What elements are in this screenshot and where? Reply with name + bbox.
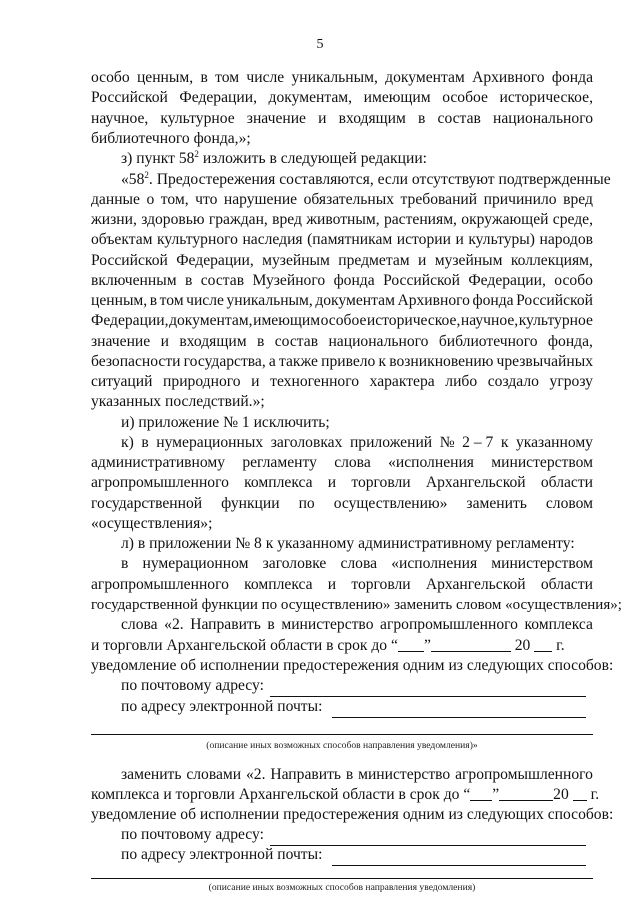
- word: национального: [493, 110, 593, 127]
- word: либо: [445, 373, 478, 390]
- text-line: библиотечного фонда,»;: [91, 130, 251, 147]
- word: агропромышленного: [91, 576, 229, 593]
- email-address-label: по адресу электронной почты:: [121, 698, 323, 715]
- word: вред: [563, 191, 593, 208]
- postal-address-label: по почтовому адресу:: [121, 826, 264, 843]
- word: культурного: [157, 231, 238, 248]
- word: числе: [246, 69, 285, 86]
- text-line: [121, 434, 593, 452]
- word: научное,: [460, 312, 519, 329]
- word: Архивного: [397, 292, 470, 309]
- word: по: [298, 495, 315, 512]
- text-line: [121, 766, 593, 784]
- word: а: [268, 353, 276, 370]
- word: фонда: [333, 272, 375, 289]
- day-blank: [398, 638, 424, 652]
- word: Федерации,: [91, 312, 169, 329]
- text-line: [91, 495, 593, 513]
- text-line: «$58^2$. Предостережения составляются, если отсутствуют подтвержденные: [121, 170, 611, 188]
- word: фонда: [472, 292, 514, 309]
- word: том: [159, 292, 184, 309]
- word: том: [215, 69, 240, 86]
- word: в: [418, 110, 426, 127]
- word: Музейного: [252, 272, 326, 289]
- email-address-blank: [332, 865, 586, 866]
- text-line: л) в приложении № 8 к указанному административному регламенту:: [121, 535, 575, 552]
- word: Российской: [383, 272, 460, 289]
- text-line: [91, 211, 593, 229]
- word: историческое,: [366, 312, 461, 329]
- word: торговли: [351, 576, 411, 593]
- text-line: уведомление об исполнении предостережения одним из следующих способов:: [91, 806, 614, 823]
- word: и: [455, 231, 464, 248]
- word: «исполнения: [391, 555, 478, 572]
- word: государства,: [183, 353, 266, 370]
- month-blank: [431, 638, 511, 652]
- text-line: [91, 373, 593, 391]
- word: Российской: [516, 292, 593, 309]
- text-line: государственной функции по осуществлению» заменить словом «осуществления»;: [91, 597, 622, 613]
- word: граждан,: [208, 211, 268, 228]
- caption: (описание иных возможных способов направления уведомления): [208, 882, 476, 893]
- word: также: [278, 353, 318, 370]
- word: в: [149, 292, 158, 309]
- text-line: и торговли Архангельской области в срок до “ ” 20 г.: [91, 637, 565, 654]
- word: коллекциям,: [510, 252, 593, 269]
- word: в: [200, 69, 208, 86]
- word: слова: [334, 454, 371, 471]
- word: историческое,: [499, 89, 593, 106]
- word: указанному: [515, 434, 593, 451]
- word: привело: [321, 353, 376, 370]
- text-line: [91, 110, 593, 128]
- text-line: [91, 252, 593, 270]
- word: угрозу: [549, 373, 593, 390]
- word: словами: [186, 766, 242, 783]
- page-number: 5: [316, 37, 324, 52]
- word: области: [540, 576, 593, 593]
- word: государственной: [91, 495, 203, 512]
- word: №: [439, 434, 455, 451]
- text-line: и) приложение № 1 исключить;: [121, 414, 330, 431]
- word: Федерации,: [176, 252, 254, 269]
- postal-address-blank: [270, 696, 586, 697]
- word: безопасности: [91, 353, 181, 370]
- word: министерством: [491, 454, 593, 471]
- word: агропромышленного: [455, 766, 593, 783]
- word: библиотечного: [438, 333, 538, 350]
- text-line: [91, 333, 593, 351]
- word: заменить: [466, 495, 527, 512]
- text-line: [91, 69, 593, 87]
- word: природного: [163, 373, 241, 390]
- word: документам: [385, 69, 465, 86]
- word: в: [267, 616, 275, 633]
- word: животным,: [306, 211, 380, 228]
- text-line: [121, 616, 593, 634]
- caption: (описание иных возможных способов направления уведомления)»: [206, 740, 478, 751]
- word: музейным: [262, 252, 330, 269]
- word: слова: [121, 616, 158, 633]
- text-line: [91, 576, 593, 594]
- word: что: [195, 191, 218, 208]
- text-line: [91, 272, 593, 290]
- word: Архангельской: [425, 576, 526, 593]
- word: числе: [186, 292, 224, 309]
- word: особое: [320, 312, 367, 329]
- word: в: [345, 766, 354, 783]
- text-line: [121, 555, 593, 573]
- word: к: [500, 434, 509, 451]
- word: Российской: [91, 252, 168, 269]
- day-blank: [470, 787, 492, 801]
- word: характера: [369, 373, 435, 390]
- word: окружающей: [461, 211, 549, 228]
- word: народов: [539, 231, 593, 248]
- word: в: [184, 272, 193, 289]
- word: и: [418, 252, 427, 269]
- word: состав: [200, 272, 245, 289]
- word: комплекса: [244, 576, 313, 593]
- word: административному: [91, 454, 226, 471]
- other-methods-blank: [91, 734, 593, 735]
- word: «исполнения: [388, 454, 474, 471]
- text-line: [91, 454, 593, 472]
- word: значение: [246, 110, 306, 127]
- email-address-blank: [332, 717, 586, 718]
- word: 2 – 7: [462, 434, 494, 451]
- text-line: [91, 191, 593, 209]
- word: причинило: [483, 191, 557, 208]
- word: «2.: [245, 766, 266, 783]
- word: состав: [437, 110, 481, 127]
- word: чрезвычайных: [496, 353, 593, 370]
- word: входящим: [338, 110, 406, 127]
- word: фонда,: [547, 333, 593, 350]
- word: имеющим: [363, 89, 431, 106]
- word: наследия: [242, 231, 303, 248]
- word: и: [251, 373, 260, 390]
- word: обязательных: [303, 191, 395, 208]
- word: ценным,: [136, 69, 194, 86]
- word: регламенту: [242, 454, 317, 471]
- word: осуществлению»: [333, 495, 448, 512]
- word: и: [318, 110, 327, 127]
- text-line: [91, 292, 593, 310]
- word: комплекса: [244, 474, 313, 491]
- word: Российской: [91, 89, 168, 106]
- year-blank: [573, 787, 587, 801]
- word: документам,: [268, 89, 353, 106]
- email-address-label: по адресу электронной почты:: [121, 846, 323, 863]
- word: Направить: [270, 766, 342, 783]
- postal-address-label: по почтовому адресу:: [121, 677, 264, 694]
- word: заменить: [121, 766, 182, 783]
- word: в: [256, 333, 265, 350]
- word: (памятникам: [307, 231, 393, 248]
- word: словом: [545, 495, 593, 512]
- word: документам: [315, 292, 395, 309]
- word: национального: [328, 333, 429, 350]
- word: к): [121, 434, 134, 451]
- word: ситуаций: [91, 373, 153, 390]
- text-line: [91, 312, 593, 330]
- word: заголовках: [270, 434, 343, 451]
- word: ценным,: [91, 292, 148, 309]
- word: особое: [442, 89, 488, 106]
- word: том,: [160, 191, 189, 208]
- word: возникновению: [389, 353, 494, 370]
- text-line: [91, 231, 593, 249]
- word: жизни,: [91, 211, 137, 228]
- word: здоровью: [141, 211, 205, 228]
- word: о: [146, 191, 155, 208]
- word: фонда: [551, 69, 593, 86]
- word: среде,: [552, 211, 593, 228]
- word: предметам: [338, 252, 410, 269]
- word: истории: [396, 231, 451, 248]
- word: культурное: [160, 110, 235, 127]
- word: входящим: [179, 333, 247, 350]
- text-line: «осуществления»;: [91, 515, 213, 532]
- word: культурное: [518, 312, 593, 329]
- word: Архангельской: [425, 474, 526, 491]
- word: торговли: [351, 474, 411, 491]
- word: в: [121, 555, 129, 572]
- word: объектам: [91, 231, 153, 248]
- word: вред: [272, 211, 302, 228]
- year-blank: [534, 638, 552, 652]
- word: функции: [221, 495, 280, 512]
- word: данные: [91, 191, 140, 208]
- word: документам,: [169, 312, 253, 329]
- word: министерством: [491, 555, 593, 572]
- word: особо: [554, 272, 593, 289]
- word: агропромышленного: [91, 474, 229, 491]
- word: Федерации,: [179, 89, 257, 106]
- word: требований: [400, 191, 478, 208]
- word: научное,: [91, 110, 149, 127]
- word: нарушение: [223, 191, 298, 208]
- other-methods-blank: [91, 878, 593, 879]
- word: уникальным,: [291, 69, 378, 86]
- word: Архивного: [472, 69, 545, 86]
- word: значение: [91, 333, 151, 350]
- word: техногенного: [270, 373, 360, 390]
- word: заголовке: [262, 555, 327, 572]
- word: и: [160, 333, 169, 350]
- text-line: уведомление об исполнении предостережения одним из следующих способов:: [91, 657, 614, 674]
- word: имеющим: [253, 312, 321, 329]
- word: уникальным,: [226, 292, 313, 309]
- word: культуры): [468, 231, 535, 248]
- text-line: [91, 474, 593, 492]
- word: музейным: [434, 252, 503, 269]
- word: и: [327, 474, 337, 491]
- word: приложений: [349, 434, 433, 451]
- word: в: [141, 434, 149, 451]
- word: состав: [274, 333, 319, 350]
- word: министерство: [281, 616, 374, 633]
- word: агропромышленного: [380, 616, 518, 633]
- word: создало: [487, 373, 539, 390]
- word: нумерационных: [156, 434, 264, 451]
- text-line: з) пункт $58^2$ изложить в следующей редакции:: [121, 149, 428, 167]
- text-line: комплекса и торговли Архангельской области в срок до “ ” 20 г.: [91, 786, 600, 803]
- word: и: [327, 576, 337, 593]
- word: особо: [91, 69, 130, 86]
- text-line: указанных последствий.»;: [91, 393, 265, 410]
- word: включенным: [91, 272, 177, 289]
- text-line: [91, 89, 593, 107]
- word: слова: [340, 555, 378, 572]
- month-blank: [499, 787, 553, 801]
- word: Федерации,: [468, 272, 546, 289]
- word: Направить: [190, 616, 261, 633]
- word: области: [540, 474, 593, 491]
- word: комплекса: [524, 616, 593, 633]
- word: нумерационном: [142, 555, 249, 572]
- word: растениям,: [383, 211, 457, 228]
- word: «2.: [164, 616, 184, 633]
- word: к: [378, 353, 387, 370]
- text-line: [91, 353, 593, 371]
- word: министерство: [358, 766, 451, 783]
